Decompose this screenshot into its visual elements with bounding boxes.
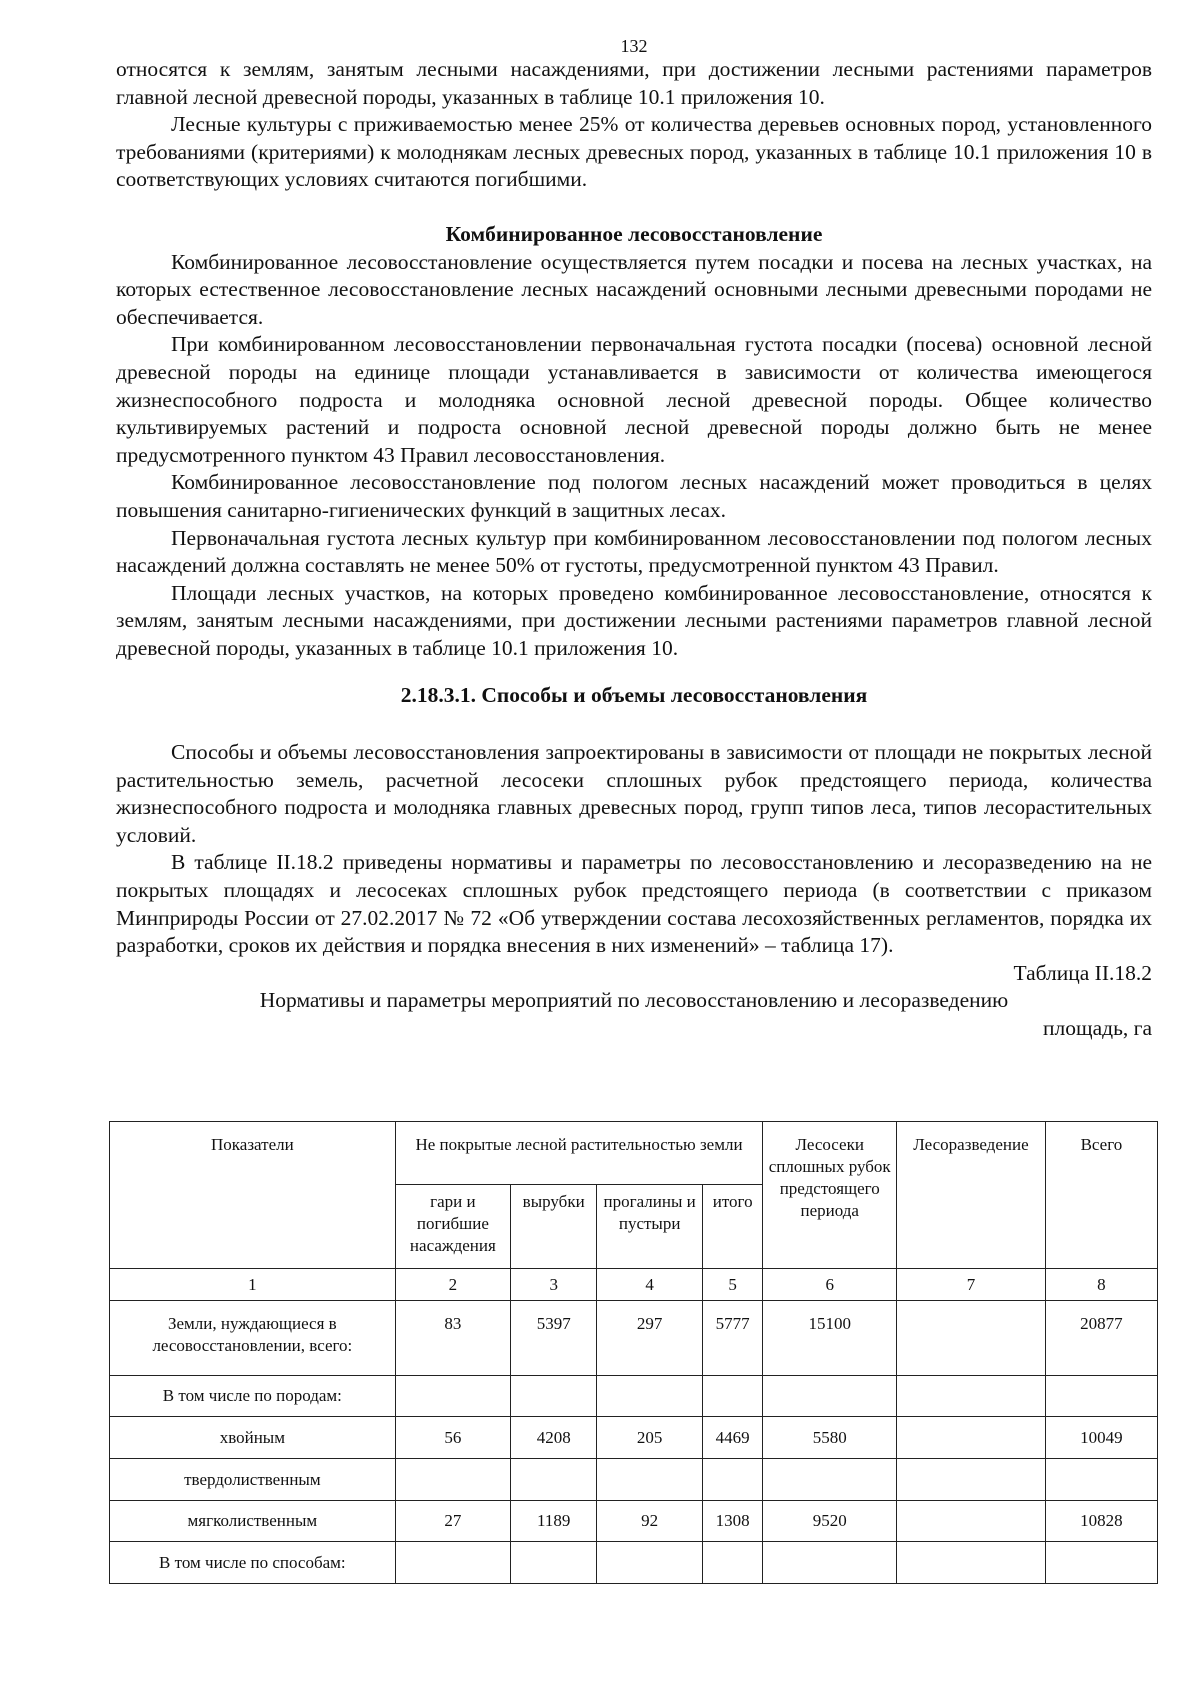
table-cell: 83 bbox=[395, 1301, 510, 1376]
table-cell bbox=[1045, 1542, 1157, 1584]
table-cell bbox=[897, 1376, 1046, 1417]
table-cell bbox=[897, 1542, 1046, 1584]
table-cell bbox=[897, 1459, 1046, 1501]
table-cell: 9520 bbox=[763, 1501, 897, 1542]
paragraph: Комбинированное лесовосстановление осуществляется путем посадки и посева на лесных участках, на которых естественное лесовосстановление лесных насаждений основными лесными древесными породами не обеспечивается. bbox=[116, 249, 1152, 329]
table-cell: 205 bbox=[597, 1417, 703, 1459]
document-page bbox=[116, 36, 1152, 1043]
table-row bbox=[110, 1542, 1158, 1584]
row-label: Земли, нуждающиеся в лесовосстановлении, всего: bbox=[110, 1301, 396, 1376]
table-cell bbox=[395, 1376, 510, 1417]
paragraph: относятся к землям, занятым лесными насаждениями, при достижении лесными растениями параметров главной лесной древесной породы, указанных в таблице 10.1 приложения 10. bbox=[116, 57, 1152, 109]
header-uncovered: Не покрытые лесной растительностью земли bbox=[395, 1122, 763, 1185]
table-unit: площадь, га bbox=[1043, 1016, 1152, 1040]
table-cell bbox=[511, 1376, 597, 1417]
header-burned: гари и погибшие насаждения bbox=[395, 1185, 510, 1269]
table-cell bbox=[395, 1459, 510, 1501]
table-cell: 56 bbox=[395, 1417, 510, 1459]
table-cell: 5397 bbox=[511, 1301, 597, 1376]
table-cell: 92 bbox=[597, 1501, 703, 1542]
table-cell bbox=[1045, 1459, 1157, 1501]
table-row bbox=[110, 1459, 1158, 1501]
table-cell: 20877 bbox=[1045, 1301, 1157, 1376]
table-cell bbox=[897, 1301, 1046, 1376]
table-row bbox=[110, 1376, 1158, 1417]
header-total: Всего bbox=[1045, 1122, 1157, 1269]
table-cell bbox=[702, 1542, 762, 1584]
table-cell bbox=[511, 1459, 597, 1501]
table-cell bbox=[597, 1459, 703, 1501]
section-title: Комбинированное лесовосстановление bbox=[445, 221, 823, 246]
header-cutting-areas: Лесосеки сплошных рубок предстоящего периода bbox=[763, 1122, 897, 1269]
page-number: 132 bbox=[620, 36, 648, 56]
header-subtotal: итого bbox=[702, 1185, 762, 1269]
row-label: В том числе по способам: bbox=[110, 1542, 396, 1584]
table-cell bbox=[702, 1376, 762, 1417]
column-number: 3 bbox=[511, 1269, 597, 1301]
table-cell: 5777 bbox=[702, 1301, 762, 1376]
column-number: 7 bbox=[897, 1269, 1046, 1301]
table-cell: 1189 bbox=[511, 1501, 597, 1542]
header-glades: прогалины и пустыри bbox=[597, 1185, 703, 1269]
table-cell: 15100 bbox=[763, 1301, 897, 1376]
paragraph: При комбинированном лесовосстановлении первоначальная густота посадки (посева) основной лесной древесной породы на единице площади устанавливается в зависимости от количества имеющегося жизнеспособного подроста и молодняка основной лесной древесной породы. Общее количество культивируемых растений и подроста основной лесной древесной породы должно быть не менее предусмотренного пунктом 43 Правил лесовосстановления. bbox=[116, 332, 1152, 467]
row-label: мягколиственным bbox=[110, 1501, 396, 1542]
paragraph: Способы и объемы лесовосстановления запроектированы в зависимости от площади не покрытых лесной растительностью земель, расчетной лесосеки сплошных рубок предстоящего периода, количества жизнеспособного подроста и молодняка главных древесных пород, групп типов леса, типов лесорастительных условий. bbox=[116, 740, 1152, 847]
table-caption: Нормативы и параметры мероприятий по лесовосстановлению и лесоразведению bbox=[259, 988, 1009, 1013]
column-number: 1 bbox=[110, 1269, 396, 1301]
table-cell: 4208 bbox=[511, 1417, 597, 1459]
section-title: 2.18.3.1. Способы и объемы лесовосстановления bbox=[400, 683, 868, 708]
table-cell bbox=[395, 1542, 510, 1584]
row-label: твердолиственным bbox=[110, 1459, 396, 1501]
column-number-row bbox=[110, 1269, 1158, 1301]
paragraph: В таблице II.18.2 приведены нормативы и параметры по лесовосстановлению и лесоразведению на не покрытых площадях и лесосеках сплошных рубок предстоящего периода (в соответствии с приказом Минприроды России от 27.02.2017 № 72 «Об утверждении состава лесохозяйственных регламентов, порядка их разработки, сроков их действия и порядка внесения в них изменений» – таблица 17). bbox=[116, 850, 1152, 958]
column-number: 2 bbox=[395, 1269, 510, 1301]
table-cell bbox=[897, 1501, 1046, 1542]
paragraph: Первоначальная густота лесных культур при комбинированном лесовосстановлении под пологом лесных насаждений должна составлять не менее 50% от густоты, предусмотренной пунктом 43 Правил. bbox=[116, 525, 1152, 578]
row-label: В том числе по породам: bbox=[110, 1376, 396, 1417]
paragraph: Площади лесных участков, на которых проведено комбинированное лесовосстановление, относятся к землям, занятым лесными насаждениями, при достижении лесными растениями параметров главной лесной древесной породы, указанных в таблице 10.1 приложения 10. bbox=[116, 580, 1152, 660]
column-number: 5 bbox=[702, 1269, 762, 1301]
paragraph: Лесные культуры с приживаемостью менее 25% от количества деревьев основных пород, установленного требованиями (критериями) к молоднякам лесных древесных пород, указанных в таблице 10.1 приложения 10 в соответствующих условиях считаются погибшими. bbox=[116, 112, 1152, 192]
table-label: Таблица II.18.2 bbox=[1013, 960, 1152, 985]
header-afforestation: Лесоразведение bbox=[897, 1122, 1046, 1269]
table-cell: 5580 bbox=[763, 1417, 897, 1459]
header-clearings: вырубки bbox=[511, 1185, 597, 1269]
table-cell: 10828 bbox=[1045, 1501, 1157, 1542]
table-cell bbox=[763, 1459, 897, 1501]
table-cell bbox=[763, 1542, 897, 1584]
table-cell bbox=[702, 1459, 762, 1501]
table-cell bbox=[597, 1542, 703, 1584]
table-cell: 4469 bbox=[702, 1417, 762, 1459]
column-number: 8 bbox=[1045, 1269, 1157, 1301]
row-label: хвойным bbox=[110, 1417, 396, 1459]
table-cell bbox=[763, 1376, 897, 1417]
table-cell bbox=[897, 1417, 1046, 1459]
table-row bbox=[110, 1417, 1158, 1459]
table-cell: 1308 bbox=[702, 1501, 762, 1542]
table-cell: 10049 bbox=[1045, 1417, 1157, 1459]
table-cell bbox=[1045, 1376, 1157, 1417]
table-cell bbox=[511, 1542, 597, 1584]
paragraph: Комбинированное лесовосстановление под пологом лесных насаждений может проводиться в целях повышения санитарно-гигиенических функций в защитных лесах. bbox=[116, 470, 1152, 522]
header-indicators: Показатели bbox=[110, 1122, 396, 1269]
table-row bbox=[110, 1301, 1158, 1376]
data-table bbox=[109, 1121, 1158, 1584]
table-cell bbox=[597, 1376, 703, 1417]
table-row bbox=[110, 1501, 1158, 1542]
column-number: 4 bbox=[597, 1269, 703, 1301]
column-number: 6 bbox=[763, 1269, 897, 1301]
table-cell: 297 bbox=[597, 1301, 703, 1376]
table-cell: 27 bbox=[395, 1501, 510, 1542]
